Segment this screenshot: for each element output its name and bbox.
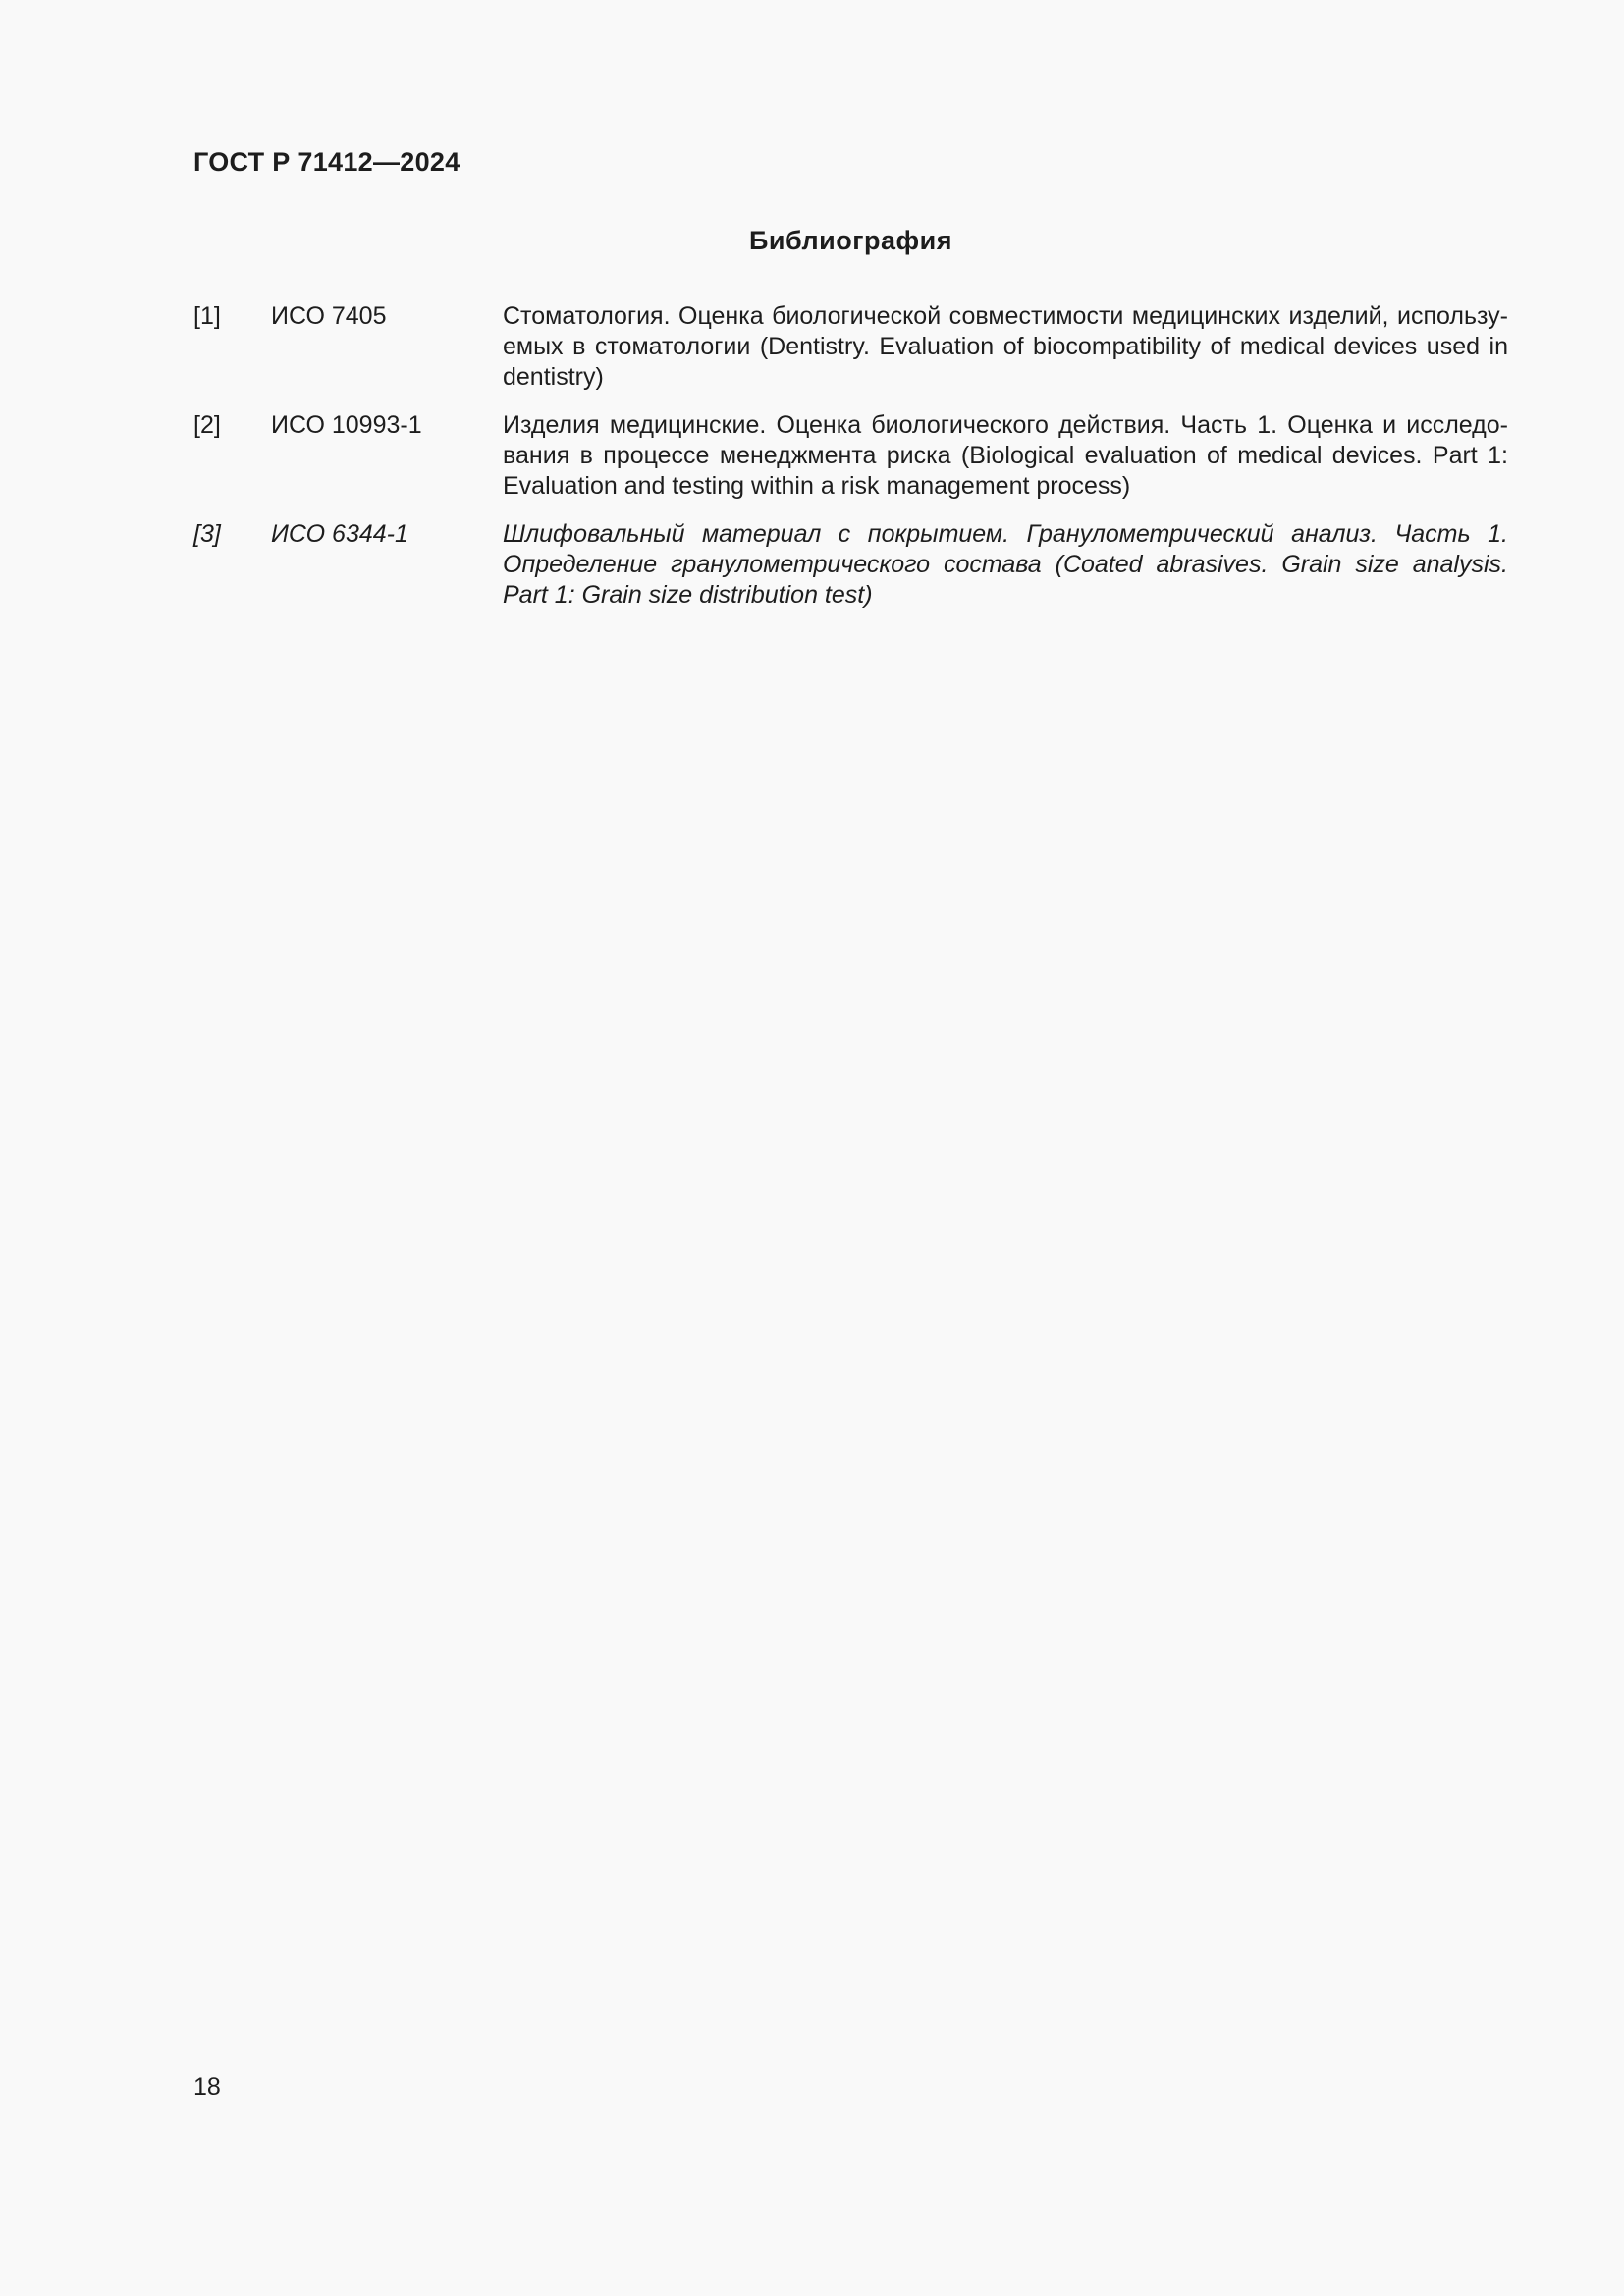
bibliography-number: [1]	[193, 302, 221, 330]
bibliography-list	[193, 301, 1508, 628]
bibliography-text: Стоматология. Оценка биологической совместимости медицинских изделий, используемых в стоматологии (Dentistry. Evaluation of biocompatibility of medical devices used in dentistry)	[503, 302, 1508, 391]
bibliography-code: ИСО 6344-1	[271, 520, 408, 548]
bibliography-entry-3	[193, 519, 1508, 611]
bibliography-text: Шлифовальный материал с покрытием. Гранулометрический анализ. Часть 1. Определение гранулометрического состава (Coated abrasives. Grain size analysis. Part 1: Grain size distribution test)	[503, 520, 1508, 609]
standard-code-header: ГОСТ Р 71412—2024	[193, 147, 460, 177]
page-number: 18	[193, 2073, 221, 2101]
bibliography-entry-1	[193, 301, 1508, 393]
bibliography-code: ИСО 10993-1	[271, 411, 422, 439]
section-title: Библиография	[749, 226, 952, 255]
bibliography-number: [3]	[193, 520, 221, 548]
bibliography-entry-2	[193, 410, 1508, 502]
bibliography-number: [2]	[193, 411, 221, 439]
bibliography-text: Изделия медицинские. Оценка биологического действия. Часть 1. Оценка и исследования в процессе менеджмента риска (Biological evaluation of medical devices. Part 1: Evaluation and testing within a risk management process)	[503, 411, 1508, 500]
bibliography-code: ИСО 7405	[271, 302, 387, 330]
